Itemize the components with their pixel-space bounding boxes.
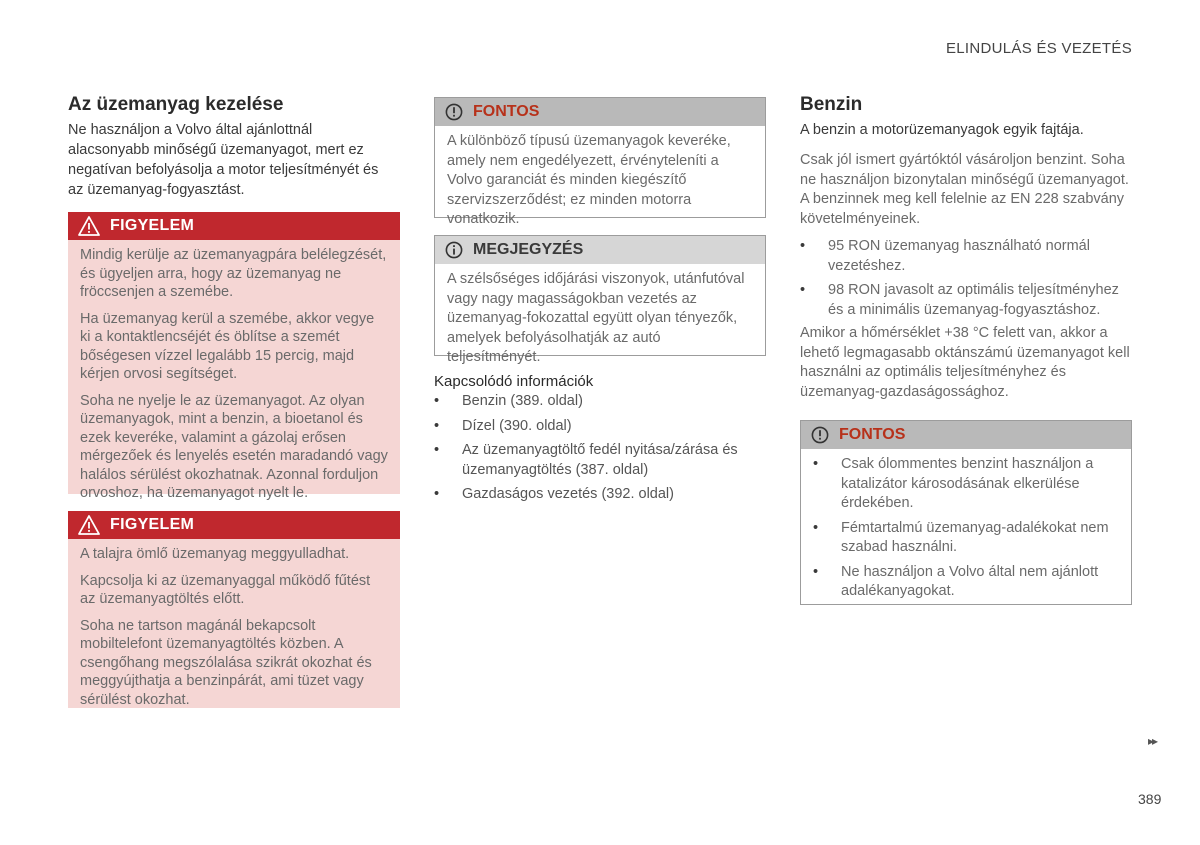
section-title-petrol: Benzin bbox=[800, 94, 863, 115]
important-body bbox=[801, 449, 1131, 615]
warning-label: FIGYELEM bbox=[110, 516, 195, 533]
exclamation-circle-icon bbox=[445, 103, 463, 121]
note-header bbox=[435, 236, 765, 264]
important-label: FONTOS bbox=[839, 426, 906, 443]
important-header bbox=[435, 98, 765, 126]
warning-paragraph: Soha ne tartson magánál bekapcsolt mobiltelefont üzemanyagtöltés közben. A csengőhang megszólalása szikrát okozhat és meggyújthatja a benzinpárát, ami tüzet vagy sérülést okozhat. bbox=[80, 617, 372, 708]
note-label: MEGJEGYZÉS bbox=[473, 241, 584, 258]
important-box bbox=[434, 97, 766, 227]
warning-label: FIGYELEM bbox=[110, 217, 195, 234]
list-item: • Ne használjon a Volvo által nem ajánlott adalékanyagokat. bbox=[813, 563, 1119, 602]
important-header bbox=[801, 421, 1131, 449]
important-text: A különböző típusú üzemanyagok keveréke, amely nem engedélyezett, érvényteleníti a Volvo garanciát és minden kiegészítő szervizszerződést; ez minden motorra vonatkozik. bbox=[447, 133, 731, 227]
petrol-paragraph: Csak jól ismert gyártóktól vásároljon benzint. Soha ne használjon bizonytalan minőségű üzemanyagot. A benzinnek meg kell felelnie az EN 228 szabvány követelményeinek. bbox=[800, 152, 1129, 227]
related-link[interactable]: • Az üzemanyagtöltő fedél nyitása/zárása és üzemanyagtöltés (387. oldal) bbox=[434, 441, 759, 480]
list-item: • 98 RON javasolt az optimális teljesítményhez és a minimális üzemanyag-fogyasztáshoz. bbox=[800, 281, 1132, 320]
section-title-fuel-handling: Az üzemanyag kezelése bbox=[68, 94, 284, 115]
list-item: • Csak ólommentes benzint használjon a katalizátor károsodásának elkerülése érdekében. bbox=[813, 455, 1119, 514]
important-list bbox=[813, 455, 1119, 602]
related-info-heading: Kapcsolódó információk bbox=[434, 373, 594, 390]
warning-paragraph: Mindig kerülje az üzemanyagpára belélegzését, és ügyeljen arra, hogy az üzemanyag ne fröccsenjen a szemébe. bbox=[80, 247, 387, 300]
continue-arrow-icon: ▸▸ bbox=[1148, 734, 1157, 748]
warning-box-1 bbox=[68, 212, 400, 501]
list-item: • Fémtartalmú üzemanyag-adalékokat nem szabad használni. bbox=[813, 519, 1119, 558]
related-link[interactable]: • Dízel (390. oldal) bbox=[434, 417, 759, 437]
warning-paragraph: A talajra ömlő üzemanyag meggyulladhat. bbox=[80, 546, 350, 562]
related-link[interactable]: • Gazdaságos vezetés (392. oldal) bbox=[434, 485, 759, 505]
warning-box-2 bbox=[68, 511, 400, 708]
warning-triangle-icon bbox=[78, 216, 100, 236]
important-label: FONTOS bbox=[473, 103, 540, 120]
warning-body bbox=[68, 240, 400, 521]
page-number: 389 bbox=[1138, 791, 1162, 807]
warning-header bbox=[68, 212, 400, 240]
petrol-paragraph: Amikor a hőmérséklet +38 °C felett van, akkor a lehető legmagasabb oktánszámú üzemanyagot kell használni az optimális teljesítményhez és üzemanyag-gazdaságossághoz. bbox=[800, 325, 1130, 400]
list-item: • 95 RON üzemanyag használható normál vezetéshez. bbox=[800, 237, 1132, 276]
warning-paragraph: Soha ne nyelje le az üzemanyagot. Az olyan üzemanyagok, mint a benzin, a bioetanol és ezek keveréke, valamint a gázolaj erősen mérgezőek és lenyelés esetén maradandó vagy halálos sérülést okozhatnak. Azonnal forduljon orvoshoz, ha üzemanyagot nyelt le. bbox=[80, 392, 388, 501]
warning-paragraph: Kapcsolja ki az üzemanyaggal működő fűtést az üzemanyagtöltés előtt. bbox=[80, 572, 371, 607]
section-header: ELINDULÁS ÉS VEZETÉS bbox=[945, 40, 1132, 57]
important-box bbox=[800, 420, 1132, 605]
related-link[interactable]: • Benzin (389. oldal) bbox=[434, 392, 759, 412]
warning-body bbox=[68, 539, 400, 727]
warning-header bbox=[68, 511, 400, 539]
related-info-list bbox=[434, 392, 759, 510]
exclamation-circle-icon bbox=[811, 426, 829, 444]
warning-triangle-icon bbox=[78, 515, 100, 535]
info-circle-icon bbox=[445, 241, 463, 259]
warning-paragraph: Ha üzemanyag kerül a szemébe, akkor vegye ki a kontaktlencséjét és öblítse a szemét bőségesen vízzel legalább 15 percig, majd kérjen orvosi segítséget. bbox=[80, 310, 375, 382]
note-text: A szélsőséges időjárási viszonyok, utánfutóval vagy nagy magasságokban vezetés az üzemanyag-fokozattal együtt olyan tényezők, amelyek befolyásolhatják az autó teljesítményét. bbox=[447, 271, 745, 365]
petrol-octane-list bbox=[800, 237, 1132, 325]
note-box bbox=[434, 235, 766, 365]
fuel-handling-intro: Ne használjon a Volvo által ajánlottnál alacsonyabb minőségű üzemanyagot, mert ez negatívan befolyásolja a motor teljesítményét és az üzemanyag-fogyasztást. bbox=[68, 122, 379, 198]
petrol-intro: A benzin a motorüzemanyagok egyik fajtája. bbox=[800, 122, 1084, 138]
